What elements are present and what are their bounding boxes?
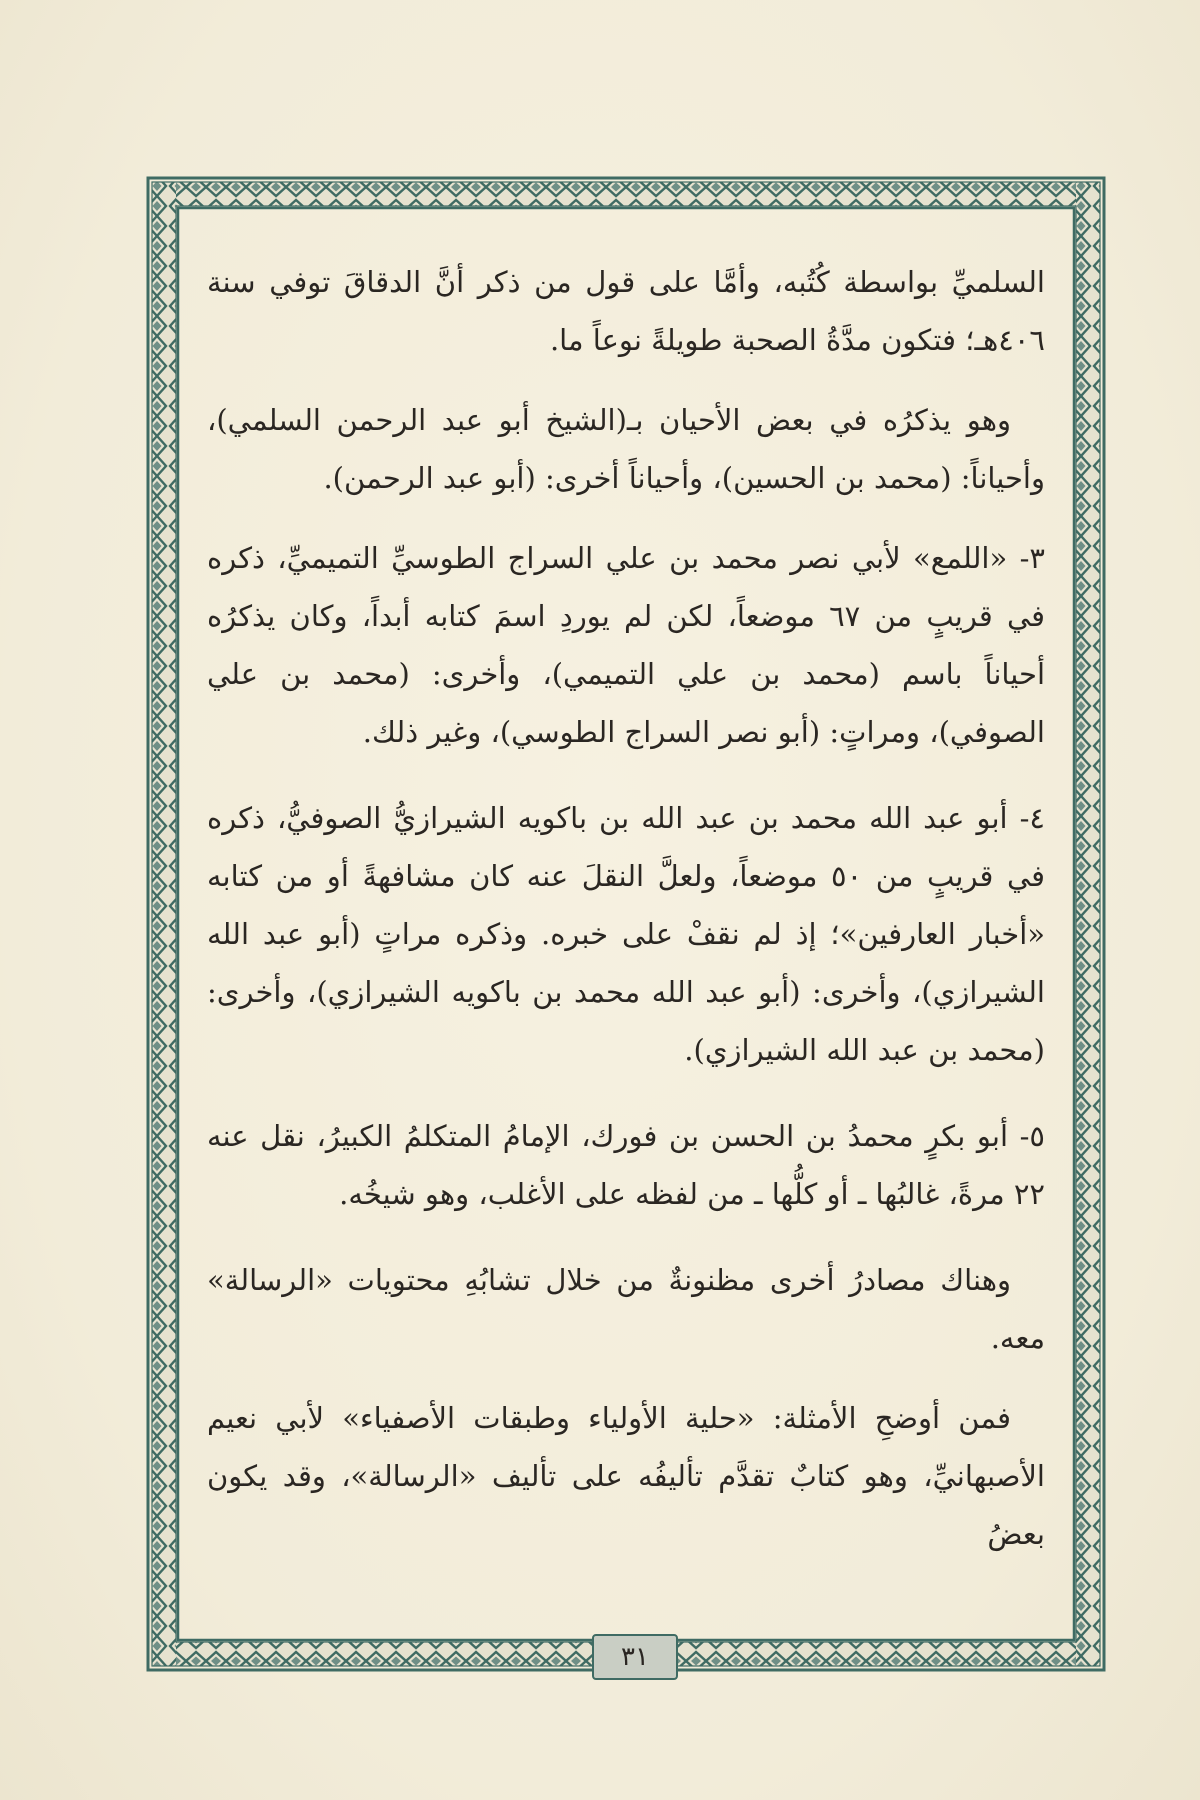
- page-number: ٣١: [592, 1634, 678, 1680]
- paragraph-2: وهو يذكرُه في بعض الأحيان بـ(الشيخ أبو عبد الرحمن السلمي)، وأحياناً: (محمد بن الحسين)، وأحياناً أخرى: (أبو عبد الرحمن).: [207, 403, 1045, 495]
- paragraph-3: ٣- «اللمع» لأبي نصر محمد بن علي السراج الطوسيِّ التميميِّ، ذكره في قريبٍ من ٦٧ موضعاً، لكن لم يوردِ اسمَ كتابه أبداً، وكان يذكرُه أحياناً باسم (محمد بن علي التميمي)، وأخرى: (محمد بن علي الصوفي)، ومراتٍ: (أبو نصر السراج الطوسي)، وغير ذلك.: [207, 541, 1045, 749]
- paragraph-7: فمن أوضحِ الأمثلة: «حلية الأولياء وطبقات الأصفياء» لأبي نعيم الأصبهانيِّ، وهو كتابٌ تقدَّم تأليفُه على تأليف «الرسالة»، وقد يكون بعضُ: [207, 1401, 1045, 1551]
- paragraph-1: السلميِّ بواسطة كُتُبه، وأمَّا على قول من ذكر أنَّ الدقاقَ توفي سنة ٤٠٦هـ؛ فتكون مدَّةُ الصحبة طويلةً نوعاً ما.: [207, 265, 1045, 357]
- paragraph-4: ٤- أبو عبد الله محمد بن عبد الله بن باكويه الشيرازيُّ الصوفيُّ، ذكره في قريبٍ من ٥٠ موضعاً، ولعلَّ النقلَ عنه كان مشافهةً أو من كتابه «أخبار العارفين»؛ إذ لم نقفْ على خبره. وذكره مراتٍ (أبو عبد الله الشيرازي)، وأخرى: (أبو عبد الله محمد بن باكويه الشيرازي)، وأخرى: (محمد بن عبد الله الشيرازي).: [207, 801, 1045, 1067]
- page-body-text: [207, 253, 1045, 1591]
- paragraph-6: وهناك مصادرُ أخرى مظنونةٌ من خلال تشابُهِ محتويات «الرسالة» معه.: [207, 1263, 1045, 1355]
- paragraph-5: ٥- أبو بكرٍ محمدُ بن الحسن بن فورك، الإمامُ المتكلمُ الكبيرُ، نقل عنه ٢٢ مرةً، غالبُها ـ أو كلُّها ـ من لفظه على الأغلب، وهو شيخُه.: [207, 1119, 1045, 1211]
